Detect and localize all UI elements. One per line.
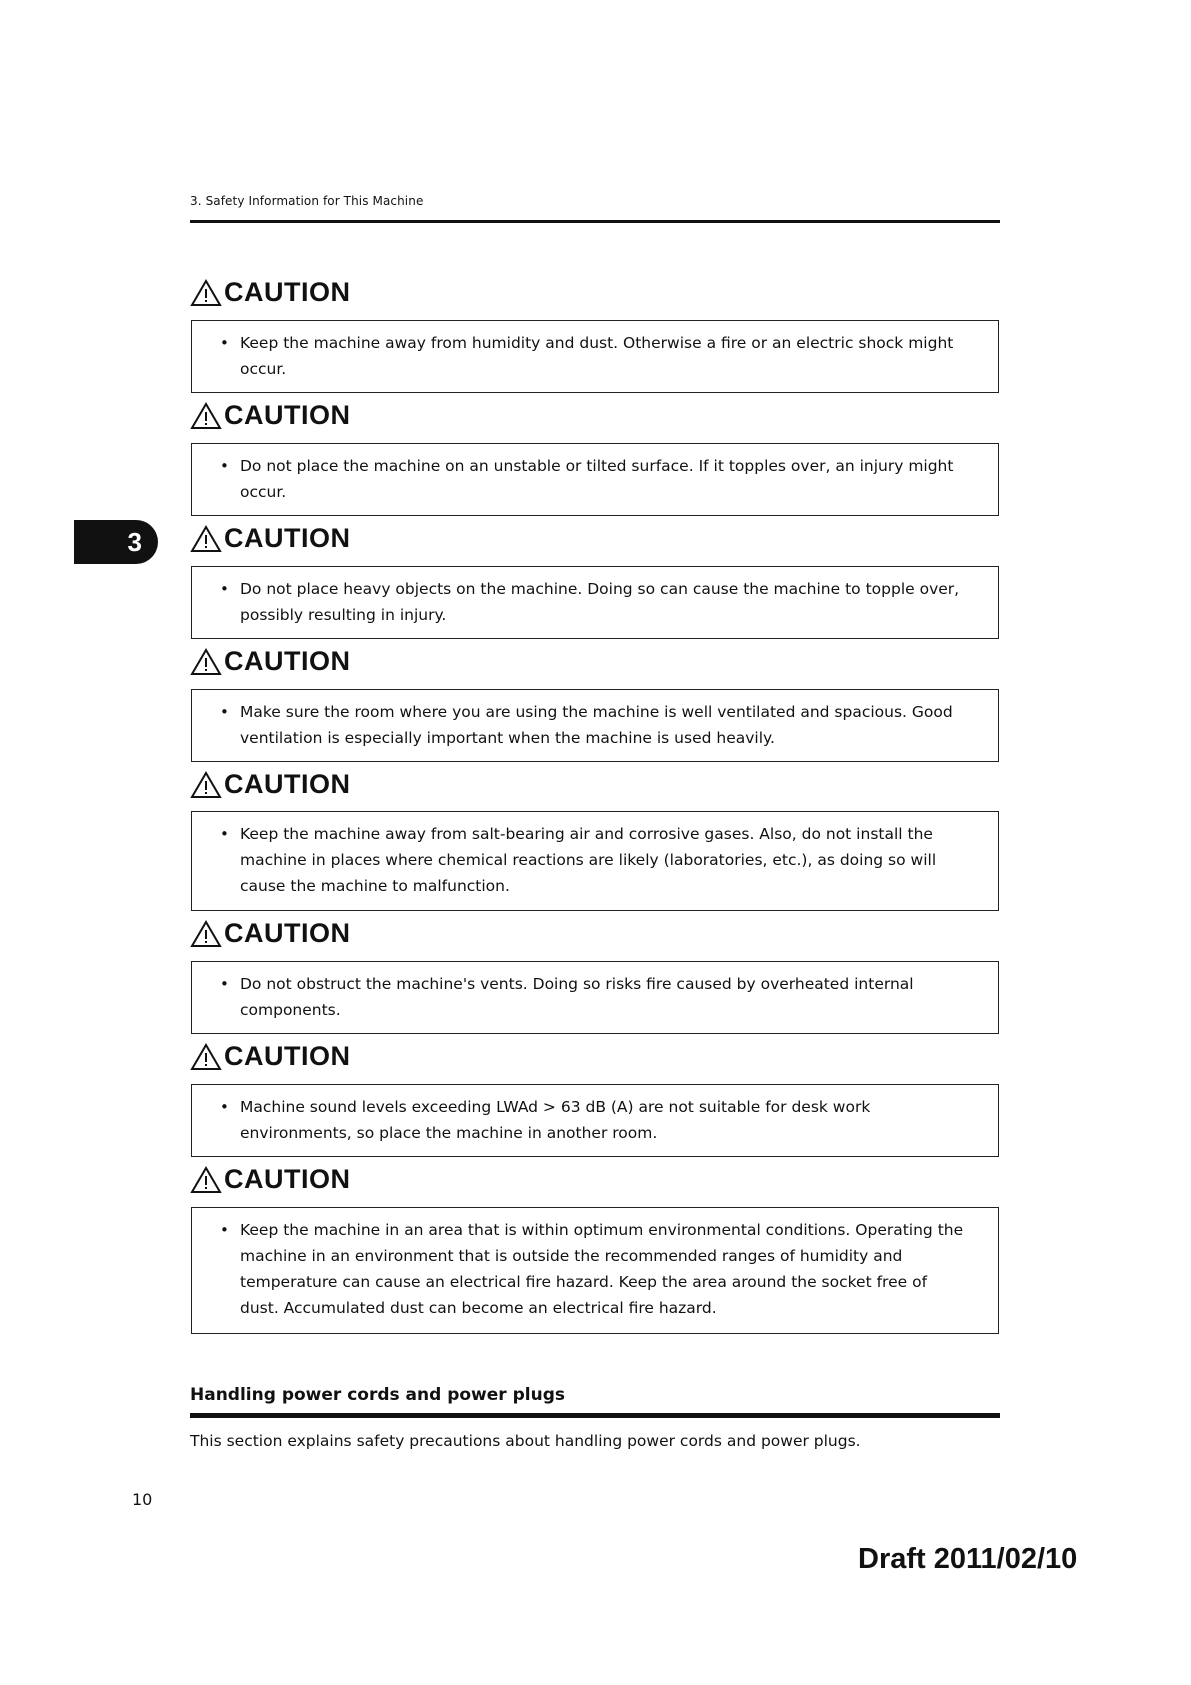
section-rule <box>190 1413 1000 1418</box>
section-heading: Handling power cords and power plugs <box>190 1385 565 1405</box>
bullet: • <box>220 457 229 475</box>
warning-triangle-icon <box>190 525 222 553</box>
caution-label: CAUTION <box>224 277 351 307</box>
caution-label: CAUTION <box>224 1164 351 1194</box>
warning-triangle-icon <box>190 771 222 799</box>
caution-box <box>191 961 999 1034</box>
section-intro: This section explains safety precautions about handling power cords and power plugs. <box>190 1432 861 1450</box>
bullet: • <box>220 580 229 598</box>
bullet: • <box>220 975 229 993</box>
list-item <box>220 453 968 505</box>
caution-heading <box>190 1041 351 1072</box>
page-number: 10 <box>132 1490 153 1509</box>
caution-label: CAUTION <box>224 523 351 553</box>
bullet: • <box>220 825 229 843</box>
caution-box <box>191 1207 999 1334</box>
caution-text: Machine sound levels exceeding LWAd > 63 dB (A) are not suitable for desk work environments, so place the machine in another room. <box>240 1098 871 1142</box>
caution-box <box>191 320 999 393</box>
caution-text: Do not place the machine on an unstable or tilted surface. If it topples over, an injury might occur. <box>240 457 954 501</box>
warning-triangle-icon <box>190 402 222 430</box>
list-item <box>220 1094 968 1146</box>
list-item <box>220 821 968 899</box>
list-item <box>220 971 968 1023</box>
warning-triangle-icon <box>190 279 222 307</box>
caution-text: Keep the machine away from humidity and dust. Otherwise a fire or an electric shock might occur. <box>240 334 954 378</box>
warning-triangle-icon <box>190 1166 222 1194</box>
caution-label: CAUTION <box>224 769 351 799</box>
list-item <box>220 576 968 628</box>
caution-label: CAUTION <box>224 1041 351 1071</box>
chapter-tab-number: 3 <box>127 526 142 557</box>
caution-heading <box>190 918 351 949</box>
chapter-tab <box>74 520 158 564</box>
caution-box <box>191 689 999 762</box>
caution-text: Keep the machine away from salt-bearing air and corrosive gases. Also, do not install the machine in places where chemical reactions are likely (laboratories, etc.), as doing so will cause the machine to malfunction. <box>240 825 937 895</box>
caution-text: Do not place heavy objects on the machine. Doing so can cause the machine to topple over, possibly resulting in injury. <box>240 580 960 624</box>
bullet: • <box>220 703 229 721</box>
caution-text: Do not obstruct the machine's vents. Doing so risks fire caused by overheated internal components. <box>240 975 914 1019</box>
bullet: • <box>220 1098 229 1116</box>
list-item <box>220 330 968 382</box>
caution-text: Make sure the room where you are using the machine is well ventilated and spacious. Good ventilation is especially important when the machine is used heavily. <box>240 703 953 747</box>
caution-text: Keep the machine in an area that is within optimum environmental conditions. Operating the machine in an environment that is outside the recommended ranges of humidity and temperature can cause an electrical fire hazard. Keep the area around the socket free of dust. Accumulated dust can become an electrical fire hazard. <box>240 1221 964 1317</box>
warning-triangle-icon <box>190 1043 222 1071</box>
list-item <box>220 1217 968 1321</box>
caution-box <box>191 443 999 516</box>
header-rule <box>190 220 1000 223</box>
draft-stamp: Draft 2011/02/10 <box>858 1543 1078 1575</box>
caution-heading <box>190 646 351 677</box>
caution-heading <box>190 1164 351 1195</box>
caution-heading <box>190 523 351 554</box>
caution-label: CAUTION <box>224 918 351 948</box>
caution-label: CAUTION <box>224 646 351 676</box>
caution-box <box>191 811 999 911</box>
bullet: • <box>220 1221 229 1239</box>
caution-heading <box>190 400 351 431</box>
warning-triangle-icon <box>190 648 222 676</box>
bullet: • <box>220 334 229 352</box>
warning-triangle-icon <box>190 920 222 948</box>
caution-label: CAUTION <box>224 400 351 430</box>
list-item <box>220 699 968 751</box>
caution-box <box>191 1084 999 1157</box>
running-header: 3. Safety Information for This Machine <box>190 194 424 208</box>
caution-box <box>191 566 999 639</box>
caution-heading <box>190 769 351 800</box>
caution-heading <box>190 277 351 308</box>
